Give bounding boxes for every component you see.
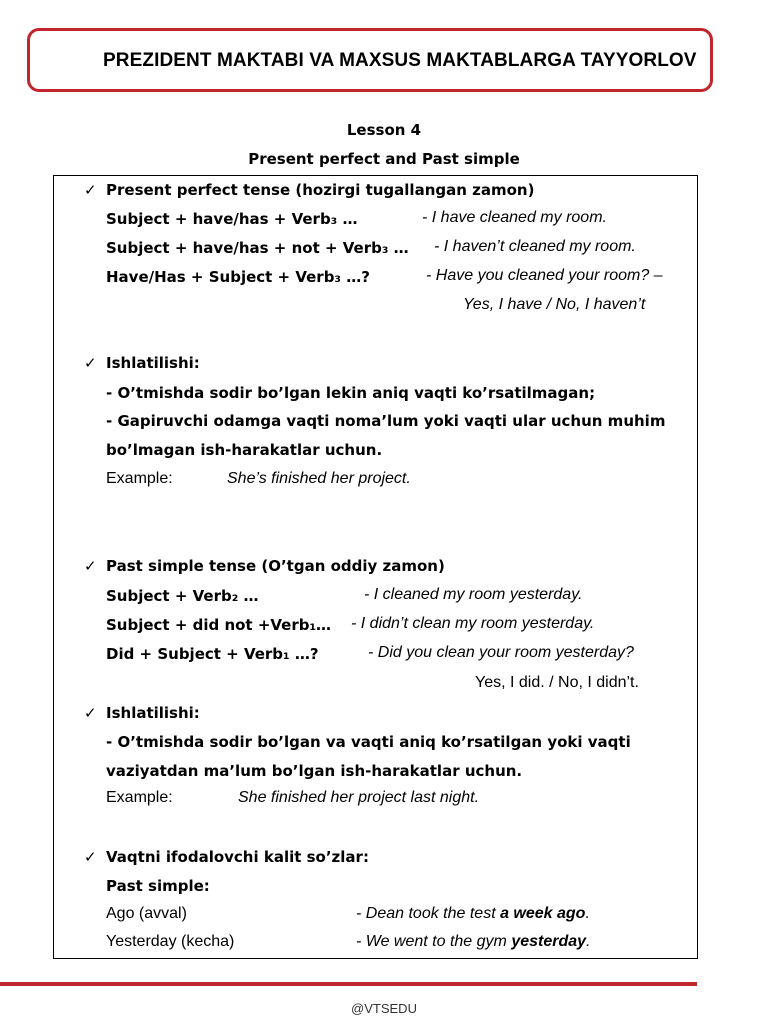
footer-divider bbox=[0, 982, 697, 986]
footer-handle: @VTSEDU bbox=[351, 1001, 417, 1016]
example-sentence: She’s finished her project. bbox=[227, 470, 411, 487]
example-question: - Have you cleaned your room? – bbox=[426, 267, 663, 284]
keyword-term: Ago (avval) bbox=[106, 905, 187, 922]
formula-question: Have/Has + Subject + Verb₃ …? bbox=[106, 268, 370, 286]
short-answer: Yes, I did. / No, I didn’t. bbox=[475, 674, 639, 691]
formula-question: Did + Subject + Verb₁ …? bbox=[106, 645, 319, 663]
example-affirmative: - I have cleaned my room. bbox=[422, 209, 607, 226]
usage-line: - Gapiruvchi odamga vaqti noma’lum yoki vaqti ular uchun muhim bbox=[106, 412, 666, 430]
usage-heading: Ishlatilishi: bbox=[106, 354, 200, 372]
present-perfect-heading: Present perfect tense (hozirgi tugallangan zamon) bbox=[106, 181, 535, 199]
keywords-subheading: Past simple: bbox=[106, 877, 210, 895]
past-simple-heading: Past simple tense (O’tgan oddiy zamon) bbox=[106, 557, 445, 575]
formula-affirmative: Subject + Verb₂ … bbox=[106, 587, 259, 605]
usage-heading: Ishlatilishi: bbox=[106, 704, 200, 722]
check-icon: ✓ bbox=[84, 704, 97, 722]
usage-line: vaziyatdan ma’lum bo’lgan ish-harakatlar uchun. bbox=[106, 762, 523, 780]
formula-affirmative: Subject + have/has + Verb₃ … bbox=[106, 210, 358, 228]
example-negative: - I didn’t clean my room yesterday. bbox=[351, 615, 595, 632]
example-affirmative: - I cleaned my room yesterday. bbox=[364, 586, 583, 603]
example-negative: - I haven’t cleaned my room. bbox=[434, 238, 636, 255]
example-question: - Did you clean your room yesterday? bbox=[368, 644, 634, 661]
lesson-number: Lesson 4 bbox=[346, 121, 422, 139]
formula-negative: Subject + did not +Verb₁… bbox=[106, 616, 332, 634]
header-title: PREZIDENT MAKTABI VA MAXSUS MAKTABLARGA TAYYORLOV bbox=[103, 50, 697, 71]
keyword-term: Yesterday (kecha) bbox=[106, 933, 235, 950]
formula-negative: Subject + have/has + not + Verb₃ … bbox=[106, 239, 409, 257]
usage-line: bo’lmagan ish-harakatlar uchun. bbox=[106, 441, 383, 459]
example-label: Example: bbox=[106, 470, 173, 487]
lesson-topic: Present perfect and Past simple bbox=[248, 150, 520, 168]
usage-line: - O’tmishda sodir bo’lgan va vaqti aniq ko’rsatilgan yoki vaqti bbox=[106, 733, 631, 751]
keywords-heading: Vaqtni ifodalovchi kalit so’zlar: bbox=[106, 848, 369, 866]
check-icon: ✓ bbox=[84, 181, 97, 199]
short-answer: Yes, I have / No, I haven’t bbox=[463, 296, 646, 313]
example-sentence: She finished her project last night. bbox=[238, 789, 480, 806]
keyword-example: - We went to the gym yesterday. bbox=[356, 933, 591, 950]
check-icon: ✓ bbox=[84, 848, 97, 866]
usage-line: - O’tmishda sodir bo’lgan lekin aniq vaqti ko’rsatilmagan; bbox=[106, 384, 596, 402]
example-label: Example: bbox=[106, 789, 173, 806]
keyword-example: - Dean took the test a week ago. bbox=[356, 905, 590, 922]
check-icon: ✓ bbox=[84, 557, 97, 575]
check-icon: ✓ bbox=[84, 354, 97, 372]
